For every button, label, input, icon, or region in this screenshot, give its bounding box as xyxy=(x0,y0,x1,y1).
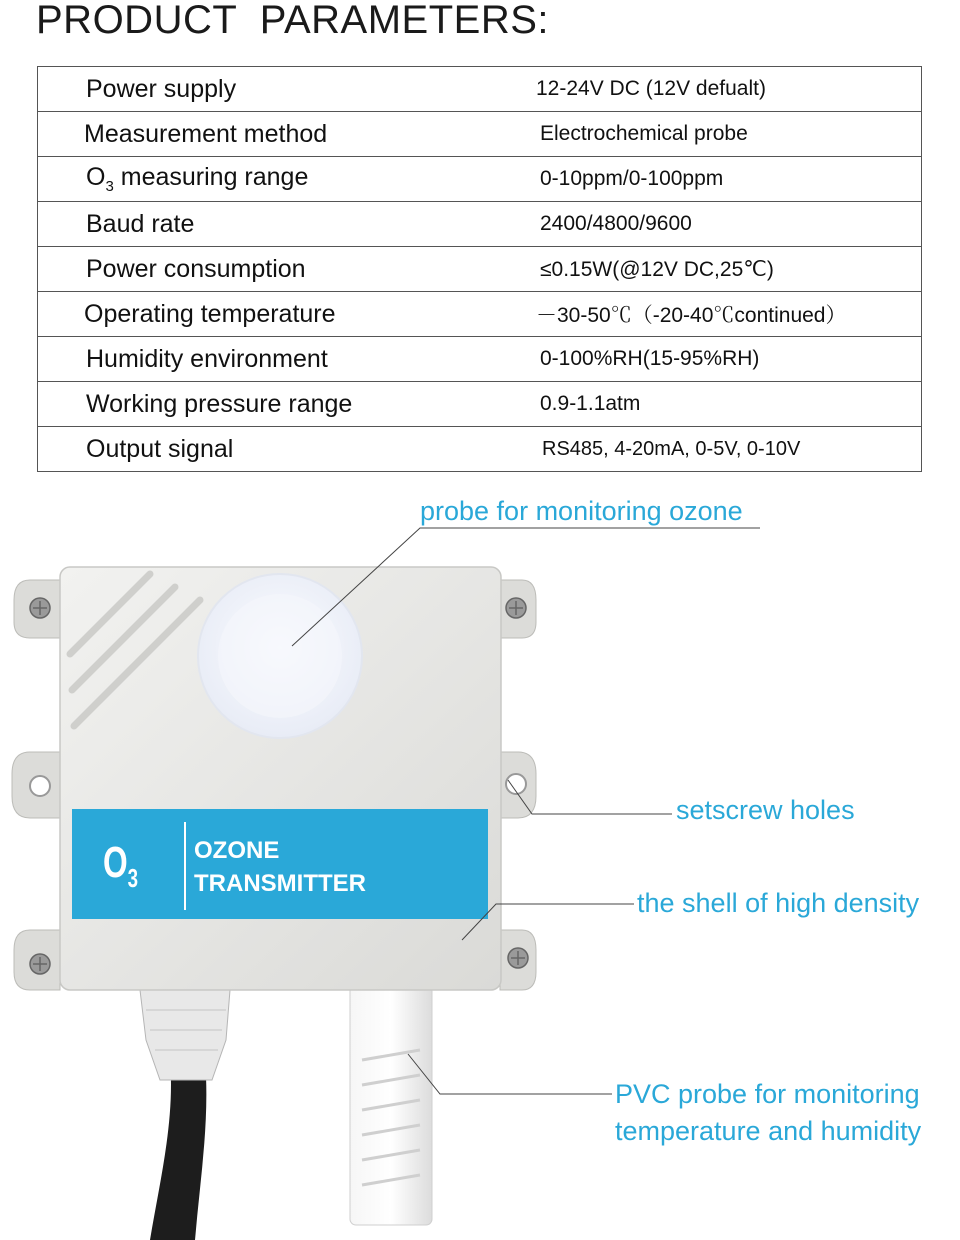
table-row xyxy=(38,67,922,112)
param-key: Output signal xyxy=(38,427,537,472)
table-row xyxy=(38,337,922,382)
param-key-rest: measuring range xyxy=(113,163,309,191)
param-value: ≤0.15W(@12V DC,25℃) xyxy=(536,247,922,292)
callout-pvc-line-1: PVC probe for monitoring xyxy=(615,1079,920,1109)
param-value: Electrochemical probe xyxy=(536,112,922,157)
param-key-sub: 3 xyxy=(105,178,114,195)
table-row xyxy=(38,427,922,472)
param-value: RS485, 4-20mA, 0-5V, 0-10V xyxy=(536,427,922,472)
label-line-1: OZONE xyxy=(194,837,280,864)
param-value: 0-10ppm/0-100ppm xyxy=(536,157,922,202)
param-value: 0.9-1.1atm xyxy=(536,382,922,427)
param-key: Measurement method xyxy=(38,112,537,157)
table-row xyxy=(38,112,922,157)
parameters-table xyxy=(37,66,922,472)
table-row xyxy=(38,382,922,427)
table-row xyxy=(38,157,922,202)
param-value: 12-24V DC (12V defualt) xyxy=(536,67,922,112)
param-key: Working pressure range xyxy=(38,382,537,427)
cable-gland xyxy=(140,990,230,1240)
o3-symbol-main: O xyxy=(103,838,128,887)
callout-shell: the shell of high density xyxy=(637,888,920,918)
table-row xyxy=(38,202,922,247)
callout-setscrew-holes: setscrew holes xyxy=(676,795,855,825)
param-key: Power supply xyxy=(38,67,537,112)
o3-symbol-sub: 3 xyxy=(127,862,139,893)
param-value: 0-100%RH(15-95%RH) xyxy=(536,337,922,382)
param-value: 2400/4800/9600 xyxy=(536,202,922,247)
pvc-probe xyxy=(350,985,432,1225)
label-line-2: TRANSMITTER xyxy=(194,870,366,897)
param-key: Baud rate xyxy=(38,202,537,247)
param-key: Operating temperature xyxy=(38,292,537,337)
page-title: PRODUCT PARAMETERS: xyxy=(36,0,550,42)
param-key-main: O xyxy=(86,163,106,191)
o3-symbol xyxy=(103,838,138,894)
param-key xyxy=(38,157,537,202)
callout-probe: probe for monitoring ozone xyxy=(420,496,743,526)
table-row xyxy=(38,247,922,292)
callout-pvc-line-2: temperature and humidity xyxy=(615,1116,922,1146)
device-label-text xyxy=(194,834,366,900)
param-value: －30-50℃（-20-40℃continued） xyxy=(536,292,922,337)
param-key: Humidity environment xyxy=(38,337,537,382)
param-key: Power consumption xyxy=(38,247,537,292)
table-row xyxy=(38,292,922,337)
